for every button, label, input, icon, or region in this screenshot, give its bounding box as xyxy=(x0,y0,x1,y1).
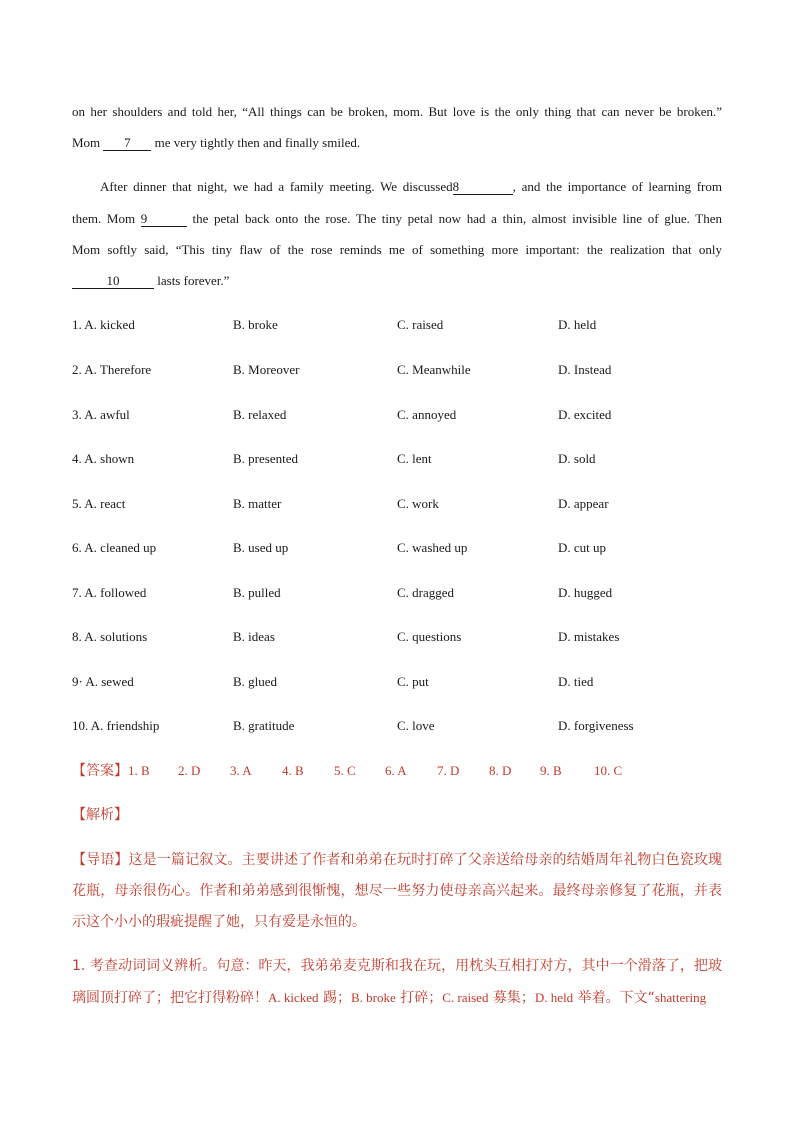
guide-line: 示这个小小的瑕疵提醒了她，只有爱是永恒的。 xyxy=(72,914,366,930)
question-row xyxy=(72,496,722,512)
option-c: C. questions xyxy=(397,629,462,644)
question-row xyxy=(72,629,722,645)
passage-text: me very tightly then and finally smiled. xyxy=(154,135,361,150)
passage-line: on her shoulders and told her, “All things can be broken, mom. But love is the only thing that can never be broken.” xyxy=(72,104,722,119)
option-a: 3. A. awful xyxy=(72,407,130,422)
answer-item: 7. D xyxy=(437,763,460,778)
answer-item: 2. D xyxy=(178,763,201,778)
guide-text: 这是一篇记叙文。主要讲述了作者和弟弟在玩时打碎了父亲送给母亲的结婚周年礼物白色瓷玫瑰 xyxy=(128,852,723,868)
option-b: B. Moreover xyxy=(233,362,300,377)
explanation-line xyxy=(72,990,722,1006)
blank-8: 8 xyxy=(453,180,513,195)
option-c: C. lent xyxy=(397,451,432,466)
option-c: C. Meanwhile xyxy=(397,362,471,377)
option-b: B. broke xyxy=(233,317,278,332)
passage-line xyxy=(72,211,722,227)
option-a: 7. A. followed xyxy=(72,585,147,600)
option-c: C. washed up xyxy=(397,540,468,555)
passage-text: Mom xyxy=(72,135,101,150)
option-a: 9· A. sewed xyxy=(72,674,134,689)
option-a: 8. A. solutions xyxy=(72,629,148,644)
option-b: B. pulled xyxy=(233,585,281,600)
question-row xyxy=(72,362,722,378)
question-row xyxy=(72,451,722,467)
blank-7: 7 xyxy=(103,136,151,151)
passage-line: Mom softly said, “This tiny flaw of the rose reminds me of something more important: the realization that only xyxy=(72,242,722,257)
answer-item: 5. C xyxy=(334,763,356,778)
option-b: B. relaxed xyxy=(233,407,287,422)
option-c: C. work xyxy=(397,496,439,511)
option-d: D. mistakes xyxy=(558,629,620,644)
option-d: D. Instead xyxy=(558,362,612,377)
question-row xyxy=(72,540,722,556)
explanation-text: 踢； xyxy=(318,990,351,1006)
option-b: B. gratitude xyxy=(233,718,295,733)
answer-item: 8. D xyxy=(489,763,512,778)
question-row xyxy=(72,317,722,333)
answer-item: 6. A xyxy=(385,763,407,778)
option-b: B. glued xyxy=(233,674,278,689)
passage-text: After dinner that night, we had a family meeting. We discussed xyxy=(100,179,453,194)
option-term: shattering xyxy=(654,990,707,1005)
option-term: D. held xyxy=(534,990,574,1005)
answer-key xyxy=(72,763,622,779)
option-d: D. hugged xyxy=(558,585,613,600)
guide-line: 花瓶，母亲很伤心。作者和弟弟感到很惭愧，想尽一些努力使母亲高兴起来。最终母亲修复了花瓶，并表 xyxy=(72,883,722,899)
passage-text: the petal back onto the rose. The tiny petal now had a thin, almost invisible line of glue. Then xyxy=(192,211,723,226)
option-d: D. appear xyxy=(558,496,609,511)
question-row xyxy=(72,674,722,690)
guide-label: 【导语】 xyxy=(72,852,129,868)
option-a: 1. A. kicked xyxy=(72,317,135,332)
option-d: D. held xyxy=(558,317,597,332)
option-c: C. dragged xyxy=(397,585,455,600)
passage-line xyxy=(72,135,722,151)
explanation-text: 璃圆顶打碎了；把它打得粉碎！ xyxy=(72,990,268,1006)
option-b: B. used up xyxy=(233,540,289,555)
explanation-line: 1. 考查动词词义辨析。句意：昨天，我弟弟麦克斯和我在玩，用枕头互相打对方，其中一个滑落了，把玻 xyxy=(72,958,722,974)
passage-line xyxy=(100,179,722,195)
option-a: 2. A. Therefore xyxy=(72,362,152,377)
option-d: D. excited xyxy=(558,407,612,422)
option-a: 6. A. cleaned up xyxy=(72,540,157,555)
passage-text: lasts forever.” xyxy=(157,273,230,288)
option-c: C. love xyxy=(397,718,435,733)
guide-line xyxy=(72,852,722,868)
option-b: B. presented xyxy=(233,451,298,466)
option-c: C. annoyed xyxy=(397,407,457,422)
answer-label: 【答案】 xyxy=(72,763,128,779)
explanation-text: 举着。下文“ xyxy=(573,990,655,1006)
option-b: B. ideas xyxy=(233,629,275,644)
option-term: A. kicked xyxy=(268,990,319,1005)
option-c: C. put xyxy=(397,674,429,689)
answer-item: 3. A xyxy=(230,763,252,778)
option-a: 4. A. shown xyxy=(72,451,135,466)
option-c: C. raised xyxy=(397,317,444,332)
answer-item: 4. B xyxy=(282,763,304,778)
blank-10: 10 xyxy=(72,274,154,289)
analysis-label: 【解析】 xyxy=(72,807,128,823)
blank-9: 9 xyxy=(141,212,187,227)
option-a: 5. A. react xyxy=(72,496,126,511)
passage-line xyxy=(72,273,722,289)
option-d: D. sold xyxy=(558,451,596,466)
explanation-text: 募集； xyxy=(488,990,535,1006)
option-b: B. matter xyxy=(233,496,282,511)
question-row xyxy=(72,718,722,734)
option-a: 10. A. friendship xyxy=(72,718,160,733)
option-d: D. tied xyxy=(558,674,594,689)
option-term: B. broke xyxy=(351,990,396,1005)
answer-item: 10. C xyxy=(594,763,623,778)
option-d: D. forgiveness xyxy=(558,718,634,733)
option-d: D. cut up xyxy=(558,540,607,555)
answer-item: 9. B xyxy=(540,763,562,778)
question-row xyxy=(72,585,722,601)
option-term: C. raised xyxy=(442,990,489,1005)
explanation-text: 打碎； xyxy=(395,990,443,1006)
passage-text: , and the importance of learning from xyxy=(512,179,722,194)
passage-text: them. Mom xyxy=(72,211,136,226)
question-row xyxy=(72,407,722,423)
answer-item: 1. B xyxy=(128,763,150,778)
